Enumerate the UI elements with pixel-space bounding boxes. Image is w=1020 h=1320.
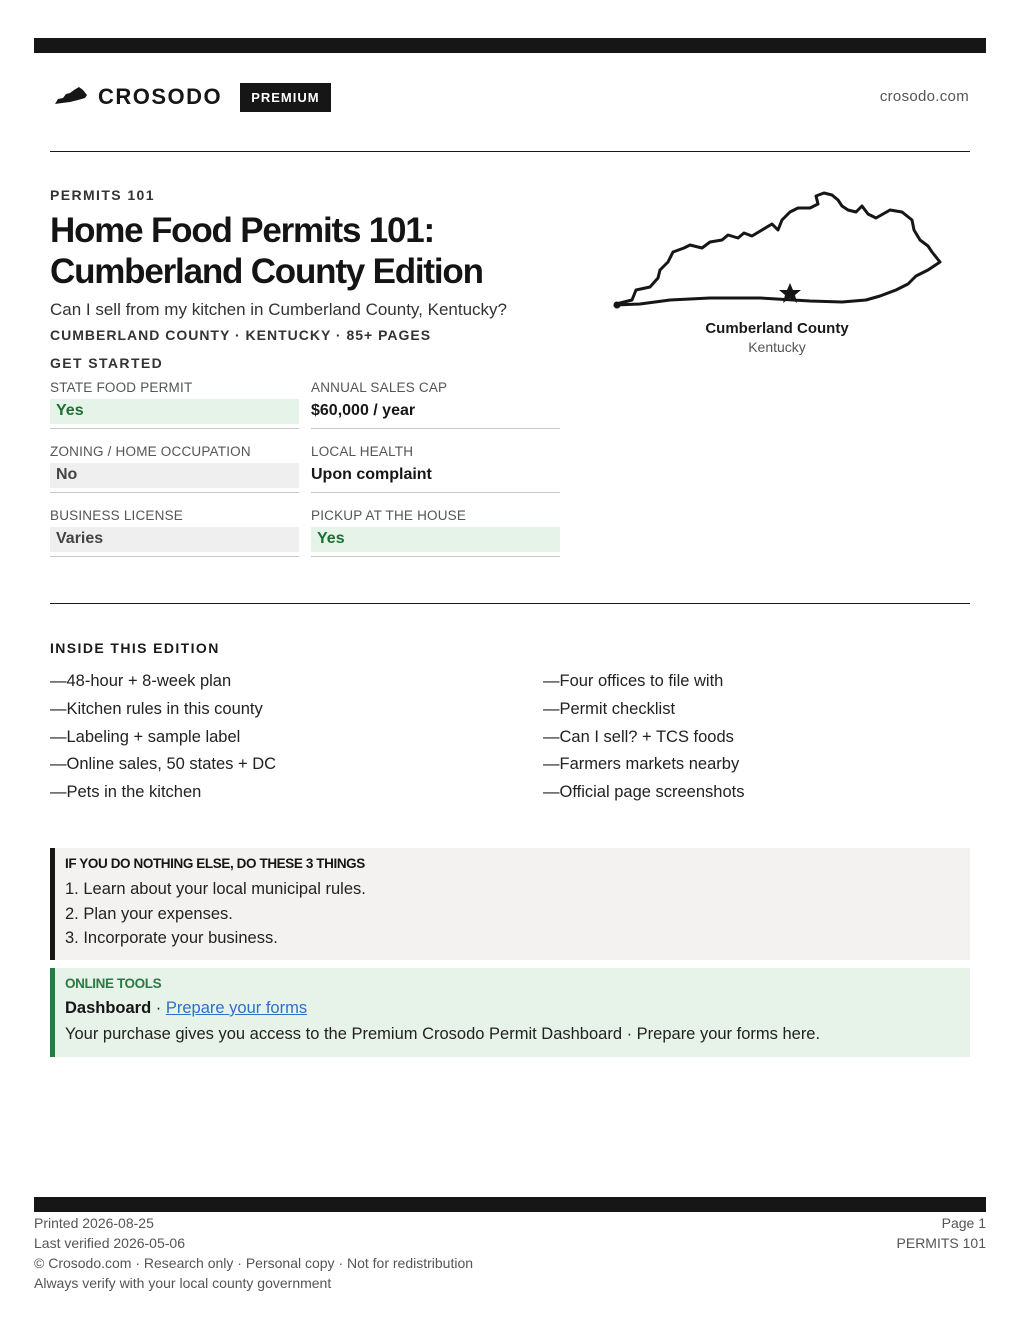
- fact-value: Varies: [50, 527, 299, 552]
- map-county-label: Cumberland County: [705, 320, 849, 337]
- top-bar: [34, 38, 986, 53]
- section-divider: [50, 603, 970, 604]
- page-number: Page 1: [941, 1215, 986, 1231]
- toc-item[interactable]: —Can I sell? + TCS foods: [543, 727, 734, 746]
- fact-value: Upon complaint: [311, 466, 432, 483]
- toc-item[interactable]: —Farmers markets nearby: [543, 755, 740, 774]
- kentucky-map: [610, 190, 950, 315]
- site-url[interactable]: crosodo.com: [879, 88, 969, 105]
- page-title: [50, 210, 610, 292]
- callout-item: 1. Learn about your local municipal rules.: [65, 880, 366, 898]
- dashboard-label: Dashboard: [65, 999, 152, 1017]
- toc-item[interactable]: —48-hour + 8-week plan: [50, 672, 232, 690]
- fact-state-food-permit: [50, 380, 299, 429]
- header-divider: [50, 151, 970, 152]
- toc-item[interactable]: —Four offices to file with: [543, 672, 724, 690]
- map-state-label: Kentucky: [748, 339, 806, 355]
- tools-separator: ·: [151, 999, 166, 1017]
- footer-bar: [34, 1197, 986, 1212]
- toc-item[interactable]: —Online sales, 50 states + DC: [50, 755, 277, 774]
- fact-value: Yes: [50, 399, 299, 424]
- toc-label: INSIDE THIS EDITION: [50, 640, 220, 656]
- tools-title: ONLINE TOOLS: [65, 976, 162, 991]
- toc-item[interactable]: —Permit checklist: [543, 699, 676, 718]
- prepare-forms-link[interactable]: Prepare your forms: [165, 999, 308, 1017]
- online-tools-box: [50, 968, 970, 1057]
- toc-right-column: [543, 668, 744, 807]
- toc-left-column: [50, 668, 276, 807]
- title-line-1: Home Food Permits 101:: [50, 211, 434, 250]
- title-line-2: Cumberland County Edition: [50, 252, 483, 291]
- toc-item[interactable]: —Kitchen rules in this county: [50, 699, 263, 718]
- tools-description: Your purchase gives you access to the Premium Crosodo Permit Dashboard · Prepare your forms here.: [65, 1025, 821, 1043]
- get-started-label: GET STARTED: [50, 355, 164, 371]
- verify-note: Always verify with your local county government: [34, 1275, 332, 1291]
- fact-label: BUSINESS LICENSE: [50, 508, 183, 523]
- fact-pickup: [311, 508, 560, 557]
- fact-value: Yes: [311, 527, 560, 552]
- footer-right: [897, 1213, 986, 1253]
- verified-date: Last verified 2026-05-06: [34, 1235, 185, 1251]
- callout-item: 2. Plan your expenses.: [65, 904, 233, 923]
- toc-item[interactable]: —Official page screenshots: [543, 783, 745, 802]
- footer-section: PERMITS 101: [896, 1235, 986, 1251]
- toc-item[interactable]: —Labeling + sample label: [50, 727, 241, 746]
- fact-label: ZONING / HOME OCCUPATION: [50, 444, 251, 459]
- page-meta: CUMBERLAND COUNTY · KENTUCKY · 85+ PAGES: [50, 327, 432, 343]
- printed-date: Printed 2026-08-25: [34, 1215, 154, 1231]
- kentucky-outline: [616, 193, 940, 305]
- fact-label: PICKUP AT THE HOUSE: [311, 508, 467, 523]
- fact-business-license: [50, 508, 299, 557]
- kentucky-state-icon: [54, 86, 88, 108]
- brand[interactable]: [54, 82, 331, 112]
- fact-label: STATE FOOD PERMIT: [50, 380, 193, 395]
- tools-links: [65, 999, 960, 1018]
- fact-label: LOCAL HEALTH: [311, 444, 414, 459]
- fact-local-health: [311, 444, 560, 493]
- map-caption: [612, 320, 942, 355]
- premium-badge: PREMIUM: [240, 83, 330, 112]
- do-these-callout: [50, 848, 970, 960]
- callout-item: 3. Incorporate your business.: [65, 929, 278, 947]
- footer-left: [34, 1213, 473, 1293]
- fact-annual-sales-cap: [311, 380, 560, 429]
- copyright: © Crosodo.com · Research only · Personal copy · Not for redistribution: [34, 1255, 474, 1271]
- fact-value: $60,000 / year: [311, 402, 416, 419]
- fact-zoning: [50, 444, 299, 493]
- toc-item[interactable]: —Pets in the kitchen: [50, 783, 202, 802]
- section-eyebrow: PERMITS 101: [50, 187, 155, 203]
- callout-title: IF YOU DO NOTHING ELSE, DO THESE 3 THINGS: [65, 856, 365, 871]
- fact-value: No: [50, 463, 299, 488]
- page-subtitle: Can I sell from my kitchen in Cumberland County, Kentucky?: [50, 300, 507, 319]
- brand-name: CROSODO: [98, 84, 223, 109]
- fact-label: ANNUAL SALES CAP: [311, 380, 448, 395]
- facts-grid: [50, 380, 560, 557]
